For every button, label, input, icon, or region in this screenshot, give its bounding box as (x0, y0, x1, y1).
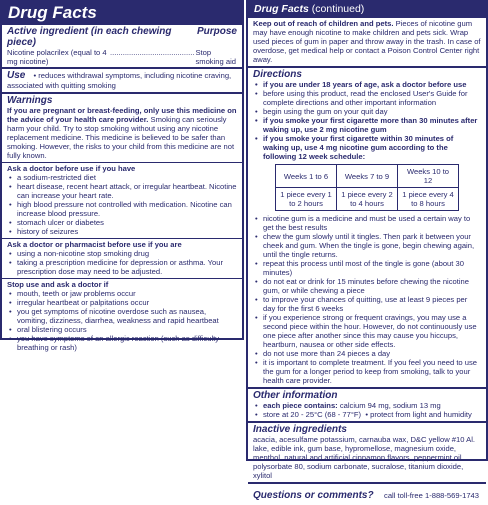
piece-contains-text: calcium 94 mg, sodium 13 mg (339, 401, 441, 410)
inactive-ingredients-section (248, 421, 486, 482)
ask-doctor-heading: Ask a doctor before use if you have (7, 164, 136, 173)
direction-item: • nicotine gum is a medicine and must be used a certain way to get the best results (263, 214, 481, 232)
directions-heading: Directions (253, 69, 302, 80)
warnings-heading: Warnings (7, 95, 53, 106)
keep-out-heading: Keep out of reach of children and pets. (253, 19, 394, 28)
active-ingredient-heading: Active ingredient (in each chewing piece) (7, 26, 172, 48)
other-info-item: • store at 20 - 25°C (68 - 77°F) • protect from light and humidity (263, 410, 481, 419)
other-info-item (263, 401, 481, 410)
use-heading: Use (7, 70, 26, 81)
schedule-dose-cell: 1 piece every 1 to 2 hours (276, 188, 337, 211)
purpose-heading: Purpose (196, 26, 237, 37)
direction-item: • if you experience strong or frequent cravings, you may use a second piece within the hour. However, do not continuously use one piece after another since this may cause you hiccups, heartburn, nausea or other side effects. (263, 313, 481, 349)
direction-item: • do not eat or drink for 15 minutes before chewing the nicotine gum, or while chewing a piece (263, 277, 481, 295)
ingredient-name: Nicotine polacrilex (equal to 4 mg nicotine) (7, 48, 107, 66)
directions-section (248, 66, 486, 387)
direction-item: • if you smoke your first cigarette more than 30 minutes after waking up, use 2 mg nicotine gum (263, 116, 481, 134)
ask-pharmacist-item: • using a non-nicotine stop smoking drug (17, 249, 237, 258)
dosing-schedule-table (275, 164, 459, 211)
direction-item: • it is important to complete treatment. If you feel you need to use the gum for a longer period to keep from smoking, talk to your health care provider. (263, 358, 481, 385)
other-information-section (248, 387, 486, 421)
direction-item: • repeat this process until most of the tingle is gone (about 30 minutes) (263, 259, 481, 277)
schedule-dose-cell: 1 piece every 2 to 4 hours (337, 188, 398, 211)
stop-use-item: • you have symptoms of an allergic reaction (such as difficulty breathing or rash) (17, 334, 237, 352)
ask-pharmacist-item: • taking a prescription medicine for depression or asthma. Your prescription dose may need to be adjusted. (17, 258, 237, 276)
inactive-ingredients-heading: Inactive ingredients (253, 424, 347, 435)
schedule-week-cell: Weeks 7 to 9 (337, 165, 398, 188)
stop-use-heading: Stop use and ask a doctor if (7, 280, 109, 289)
keep-out-of-reach-section (248, 18, 486, 66)
questions-heading: Questions or comments? (253, 490, 374, 501)
continued-label: (continued) (311, 3, 365, 15)
stop-use-item: • mouth, teeth or jaw problems occur (17, 289, 237, 298)
ask-doctor-item: • a sodium-restricted diet (17, 173, 237, 182)
ingredient-purpose: Stop smoking aid (195, 48, 236, 66)
questions-section (248, 482, 486, 505)
ask-pharmacist-section (2, 238, 242, 278)
pregnancy-warning: If you are pregnant or breast-feeding, only use this medicine on the advice of your health care provider. (7, 106, 237, 124)
direction-item: • do not use more than 24 pieces a day (263, 349, 481, 358)
drug-facts-continued-title (248, 2, 486, 18)
drug-facts-title: Drug Facts (2, 2, 242, 25)
drug-facts-left-panel (0, 0, 244, 352)
ask-doctor-item: • stomach ulcer or diabetes (17, 218, 237, 227)
active-ingredient-section (2, 25, 242, 67)
stop-use-item: • you get symptoms of nicotine overdose such as nausea, vomiting, dizziness, diarrhea, weakness and rapid heartbeat (17, 307, 237, 325)
direction-item: • before using this product, read the enclosed User's Guide for complete directions and other important information (263, 89, 481, 107)
keep-out-text: Pieces of nicotine gum may have enough nicotine to make children and pets sick. Wrap used pieces of gum in paper and throw away in the trash. In case of overdose, get medical help or contact a Poison Control Center right away. (253, 19, 481, 64)
direction-item: • if you are under 18 years of age, ask a doctor before use (263, 80, 481, 89)
stop-use-item: • oral blistering occurs (17, 325, 237, 334)
ask-doctor-section (2, 162, 242, 238)
warnings-section (2, 92, 242, 162)
other-information-heading: Other information (253, 390, 338, 401)
use-text: reduces withdrawal symptoms, including nicotine craving, associated with quitting smoking (7, 71, 232, 90)
direction-item: • begin using the gum on your quit day (263, 107, 481, 116)
ask-doctor-item: • high blood pressure not controlled with medication. Nicotine can increase blood pressure. (17, 200, 237, 218)
storage-text: store at 20 - 25°C (68 - 77°F) (263, 410, 362, 419)
ask-pharmacist-heading: Ask a doctor or pharmacist before use if you are (7, 240, 182, 249)
direction-item: • chew the gum slowly until it tingles. Then park it between your cheek and gum. When the tingle is gone, begin chewing again, until the tingle returns. (263, 232, 481, 259)
continued-title: Drug Facts (254, 3, 309, 15)
inactive-ingredients-text: acacia, acesulfame potassium, carnauba wax, D&C yellow #10 Al. lake, edible ink, gum base, hypromellose, magnesium oxide, menthol, natural and artificial cinnamon flavors, peppermint oil, polysorbate 80, sodium carbonate, sucralose, titanium dioxide, xylitol (253, 435, 476, 480)
dot-leader: ........................................ (110, 48, 195, 57)
piece-contains-label: each piece contains: (263, 401, 338, 410)
schedule-week-cell: Weeks 1 to 6 (276, 165, 337, 188)
ask-doctor-item: • history of seizures (17, 227, 237, 236)
warnings-text: Smoking can seriously harm your child. Try to stop smoking without using any nicotine replacement medicine. This medicine is believed to be safer than smoking. However, the risks to your child from this medicine are not fully known. (7, 115, 235, 160)
direction-item: • if you smoke your first cigarette within 30 minutes of waking up, use 4 mg nicotine gum according to the following 12 week schedule: (263, 134, 481, 161)
stop-use-item: • irregular heartbeat or palpitations occur (17, 298, 237, 307)
schedule-week-cell: Weeks 10 to 12 (398, 165, 459, 188)
schedule-dose-cell: 1 piece every 4 to 8 hours (398, 188, 459, 211)
stop-use-section (2, 278, 242, 354)
direction-item: • to improve your chances of quitting, use at least 9 pieces per day for the first 6 weeks (263, 295, 481, 313)
use-section: Use • reduces withdrawal symptoms, including nicotine craving, associated with quitting smoking (2, 67, 242, 92)
questions-phone: call toll-free 1-888-569-1743 (384, 491, 480, 500)
drug-facts-right-panel (246, 0, 488, 501)
ask-doctor-item: • heart disease, recent heart attack, or irregular heartbeat. Nicotine can increase your heart rate. (17, 182, 237, 200)
protect-text: protect from light and humidity (370, 410, 472, 419)
